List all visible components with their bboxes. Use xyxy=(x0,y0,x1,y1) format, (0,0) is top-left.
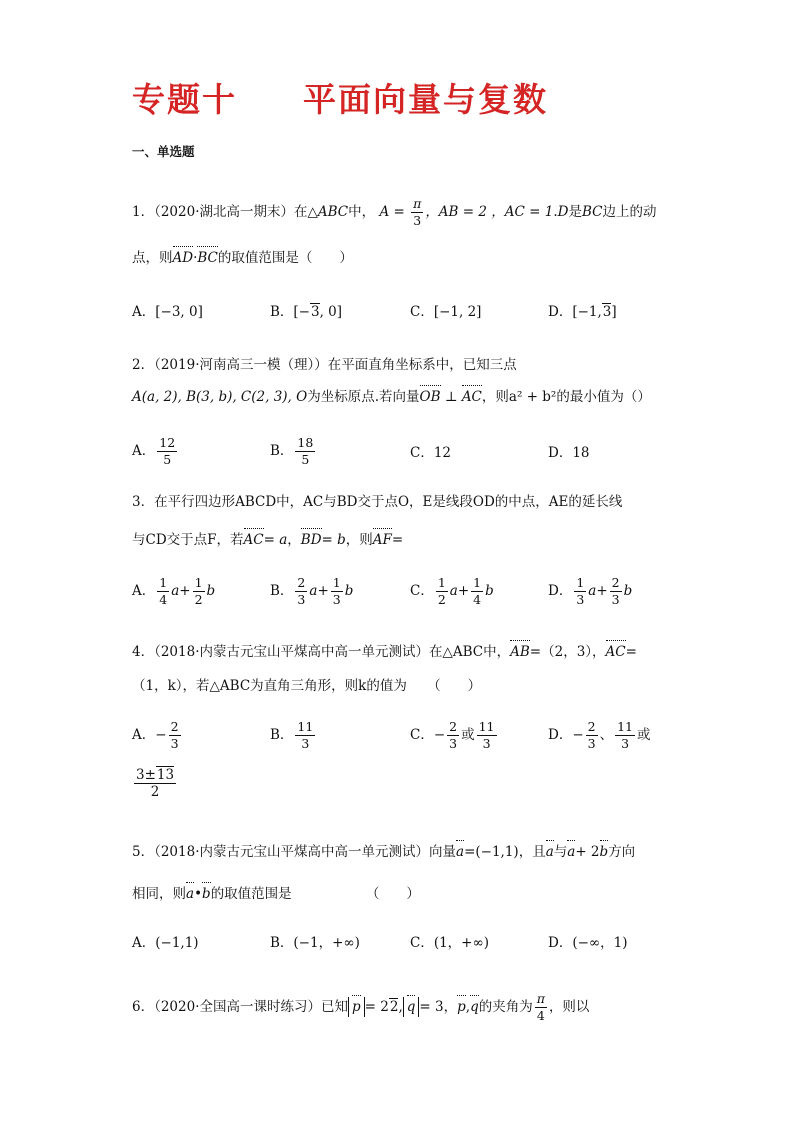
question-3-line-2: 与CD交于点F，若AC= a，BD= b，则AF= xyxy=(132,532,404,548)
question-4-option-a: A．− $\frac{2}{3}$ xyxy=(132,719,179,751)
question-1-option-b: B．[−3, 0] xyxy=(270,304,343,320)
question-1-option-d: D．[−1,3] xyxy=(548,304,617,320)
question-4-option-b: B． $\frac{11}{3}$ xyxy=(270,719,314,751)
question-2-option-c: C．12 xyxy=(410,445,452,461)
question-3-option-b: B． $\frac{2}{3}$ a+ $\frac{1}{3}$ b xyxy=(270,575,354,607)
question-1-line-2: 点，则AD·BC的取值范围是（ ） xyxy=(132,250,353,266)
question-4-option-d-continued: $\frac{3\pm 13}{2}$ xyxy=(136,767,175,800)
question-3-option-c: C． $\frac{1}{2}$ a+ $\frac{1}{4}$ b xyxy=(410,575,494,607)
question-1-line-1: 1．（2020·湖北高一期末）在△ABC中， A = $\frac{\pi}{3}$ ，AB = 2 ，AC = 1.D是BC边上的动 xyxy=(132,196,657,228)
question-5-option-c: C．(1，+∞) xyxy=(410,935,490,951)
fraction-pi-over-3: $\frac{\pi}{3}$ xyxy=(413,196,422,228)
question-5-option-a: A．(−1,1) xyxy=(132,935,199,951)
vector-AC: AC xyxy=(605,644,626,660)
vector-AD: AD xyxy=(172,250,194,266)
page-title xyxy=(132,74,548,121)
question-3-option-a: A． $\frac{1}{4}$ a+ $\frac{1}{2}$ b xyxy=(132,575,216,607)
vector-BC: BC xyxy=(197,250,218,266)
question-2-option-d: D．18 xyxy=(548,445,590,461)
question-4-option-c: C．− $\frac{2}{3}$ 或 $\frac{11}{3}$ xyxy=(410,719,495,751)
vector-AC: AC xyxy=(461,389,482,405)
question-5-line-2: 相同，则a•b的取值范围是 （ ） xyxy=(132,886,420,902)
vector-AF: AF xyxy=(372,532,392,548)
question-2-line-2: A(a, 2), B(3, b), C(2, 3), O为坐标原点.若向量OB ⊥ AC，则a² + b²的最小值为（） xyxy=(132,389,651,405)
vector-AB: AB xyxy=(510,644,530,660)
question-6-line-1: 6．（2020·全国高一课时练习）已知 p = 22, q = 3，p,q的夹角为 $\frac{\pi}{4}$ ，则以 xyxy=(132,991,590,1023)
question-1-option-c: C．[−1, 2] xyxy=(410,304,482,320)
vector-OB: OB xyxy=(419,389,441,405)
section-heading: 一、单选题 xyxy=(132,144,195,159)
question-2-line-1: 2．（2019·河南高三一模（理））在平面直角坐标系中，已知三点 xyxy=(132,357,517,373)
vector-BD: BD xyxy=(300,532,322,548)
question-2-option-b: B． $\frac{18}{5}$ xyxy=(270,435,314,467)
question-4-line-1: 4．（2018·内蒙古元宝山平煤高中高一单元测试）在△ABC中，AB=（2，3），AC= xyxy=(132,644,637,660)
question-5-line-1: 5．（2018·内蒙古元宝山平煤高中高一单元测试）向量a=(−1,1)，且a与a+ 2b方向 xyxy=(132,844,636,860)
question-1-option-a: A．[−3, 0] xyxy=(132,304,203,320)
title-topic-number: 专题十 xyxy=(132,80,237,119)
question-3-line-1: 3．在平行四边形ABCD中，AC与BD交于点O，E是线段OD的中点，AE的延长线 xyxy=(132,494,623,510)
question-5-option-d: D．(−∞，1) xyxy=(548,935,628,951)
vector-AC: AC xyxy=(243,532,264,548)
question-3-option-d: D． $\frac{1}{3}$ a+ $\frac{2}{3}$ b xyxy=(548,575,633,607)
question-4-line-2: （1，k），若△ABC为直角三角形，则k的值为 （ ） xyxy=(132,678,482,694)
question-5-option-b: B．(−1，+∞) xyxy=(270,935,360,951)
title-topic-name: 平面向量与复数 xyxy=(303,80,548,119)
question-2-option-a: A． $\frac{12}{5}$ xyxy=(132,435,176,467)
question-4-option-d: D．− $\frac{2}{3}$ 、 $\frac{11}{3}$ 或 xyxy=(548,719,651,751)
